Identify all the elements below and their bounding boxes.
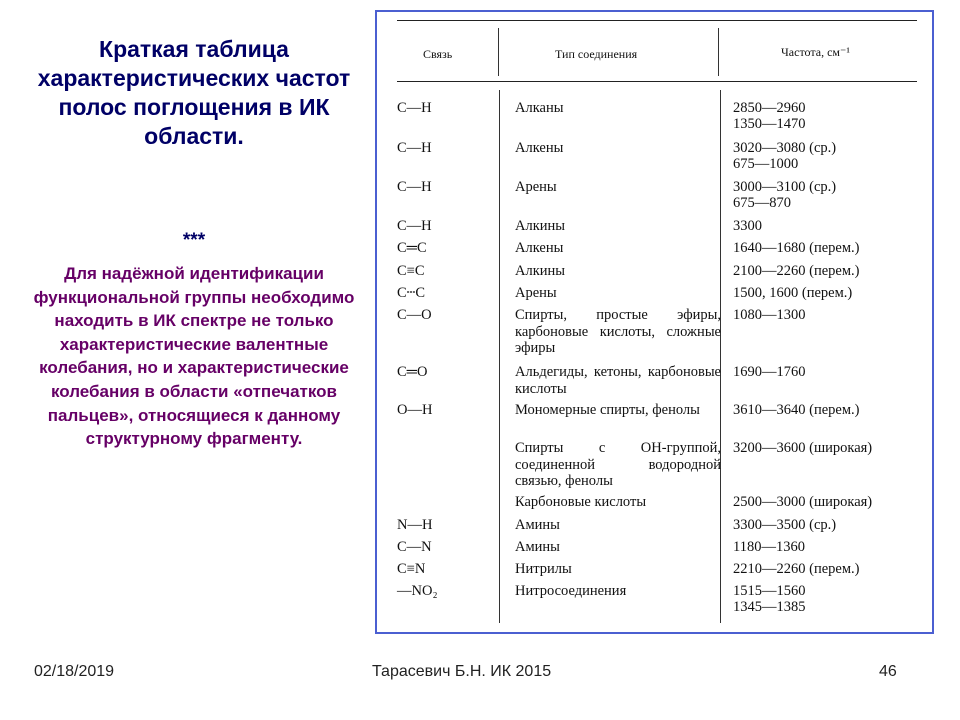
frequency-cell: 3300 — [733, 218, 762, 234]
bond-cell: C—H — [397, 218, 432, 234]
bond-cell: —NO₂ — [397, 583, 438, 599]
bond-cell: C—H — [397, 179, 432, 195]
compound-type-cell: Арены — [515, 285, 557, 301]
compound-type-cell: Амины — [515, 539, 560, 555]
header-compound-type: Тип соединения — [555, 47, 638, 61]
compound-type-cell: Алкены — [515, 140, 564, 156]
frequency-cell: 2500—3000 (широкая) — [733, 494, 873, 510]
ir-frequency-table — [377, 12, 932, 632]
compound-type-cell: Арены — [515, 179, 557, 195]
bond-cell: C—N — [397, 539, 432, 555]
frequency-cell: 675—870 — [733, 195, 791, 211]
bond-cell: C—O — [397, 307, 432, 323]
frequency-cell: 1640—1680 (перем.) — [733, 240, 860, 256]
header-separator — [498, 28, 499, 76]
frequency-cell: 2850—2960 — [733, 100, 806, 116]
frequency-cell: 1350—1470 — [733, 116, 806, 132]
frequency-cell: 2100—2260 (перем.) — [733, 263, 860, 279]
bond-cell: N—H — [397, 517, 433, 533]
frequency-cell: 1345—1385 — [733, 599, 806, 615]
footer-date: 02/18/2019 — [34, 663, 115, 680]
column-separator — [499, 90, 500, 623]
bond-cell: O—H — [397, 402, 433, 418]
slide-title: Краткая таблица характеристических частот полос поглощения в ИК области. — [37, 36, 351, 149]
compound-type-cell: Нитрилы — [515, 561, 572, 577]
compound-type-cell: Мономерные спирты, фенолы — [515, 402, 700, 418]
bond-cell: C—H — [397, 100, 432, 116]
compound-type-cell: Карбоновые кислоты — [515, 494, 647, 510]
frequency-cell: 1080—1300 — [733, 307, 806, 323]
frequency-cell: 3300—3500 (ср.) — [733, 517, 837, 533]
frequency-cell: 1500, 1600 (перем.) — [733, 285, 853, 301]
frequency-cell: 1180—1360 — [733, 539, 805, 555]
page-number: 46 — [879, 663, 897, 680]
compound-type-cell: Амины — [515, 517, 560, 533]
bond-cell: C—H — [397, 140, 432, 156]
frequency-cell: 3610—3640 (перем.) — [733, 402, 860, 418]
bond-cell: C═O — [397, 364, 428, 380]
compound-type-cell: Алкины — [515, 263, 566, 279]
frequency-cell: 675—1000 — [733, 156, 799, 172]
note-text: Для надёжной идентификации функциональной группы необходимо находить в ИК спектре не только характеристические валентные колебания, но и характеристические колебания в области «отпечатков пальцев», относящиеся к данному структурному фрагменту. — [33, 264, 355, 449]
frequency-cell: 3200—3600 (широкая) — [733, 440, 873, 456]
compound-type-cell: Спирты, простые эфиры, карбоновые кислоты, сложные эфиры — [515, 307, 721, 356]
header-separator — [718, 28, 719, 76]
table-frame — [375, 10, 934, 634]
compound-type-cell: Альдегиды, кетоны, карбоновые кислоты — [515, 364, 721, 397]
frequency-cell: 2210—2260 (перем.) — [733, 561, 860, 577]
column-separator — [720, 90, 721, 623]
table-header-rule — [397, 81, 917, 82]
bond-cell: C≡N — [397, 561, 426, 577]
frequency-cell: 1690—1760 — [733, 364, 806, 380]
bond-cell: C═C — [397, 240, 427, 256]
separator-stars: *** — [182, 230, 206, 251]
compound-type-cell: Спирты с ОН-группой, соединенной водородной связью, фенолы — [515, 440, 721, 489]
frequency-cell: 3020—3080 (ср.) — [733, 140, 837, 156]
bond-cell: C┄C — [397, 285, 426, 301]
table-top-rule — [397, 20, 917, 21]
compound-type-cell: Алкины — [515, 218, 566, 234]
compound-type-cell: Нитросоединения — [515, 583, 627, 599]
header-bond: Связь — [423, 47, 453, 61]
compound-type-cell: Алкены — [515, 240, 564, 256]
frequency-cell: 3000—3100 (ср.) — [733, 179, 837, 195]
header-frequency: Частота, см⁻¹ — [781, 45, 850, 59]
bond-cell: C≡C — [397, 263, 425, 279]
frequency-cell: 1515—1560 — [733, 583, 806, 599]
compound-type-cell: Алканы — [515, 100, 564, 116]
footer-author: Тарасевич Б.Н. ИК 2015 — [372, 663, 552, 680]
